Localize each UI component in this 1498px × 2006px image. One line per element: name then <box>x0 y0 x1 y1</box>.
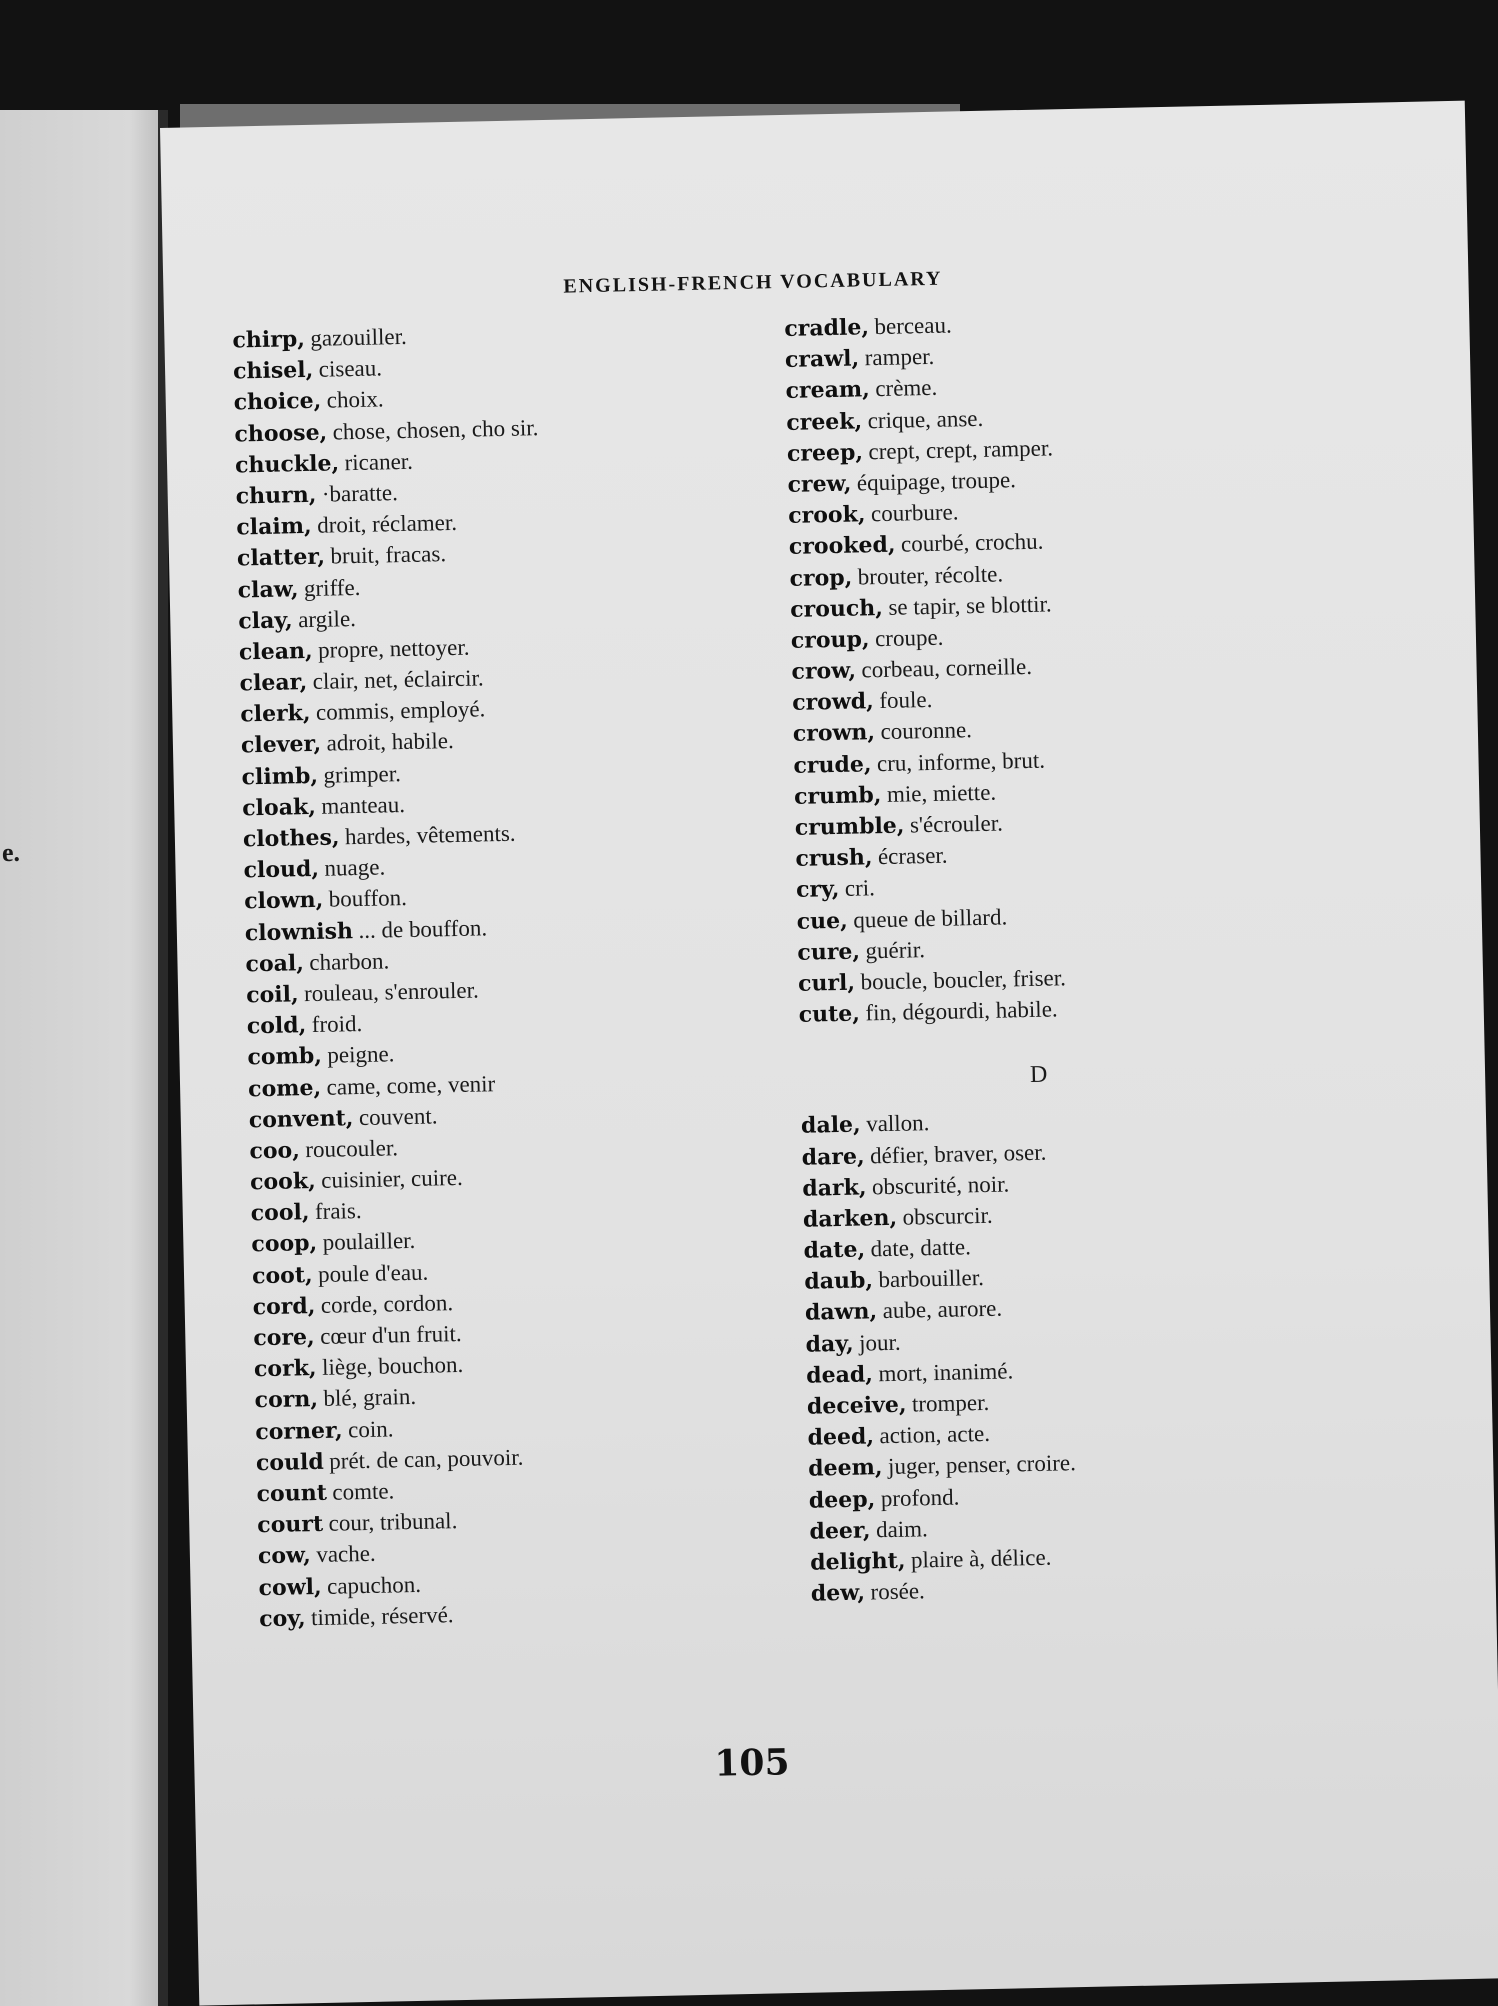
entry-headword: cream, <box>785 376 871 405</box>
entry-definition: roucouler. <box>305 1135 399 1163</box>
entry-definition: cour, tribunal. <box>328 1508 458 1536</box>
entry-headword: core, <box>253 1324 315 1352</box>
entry-definition: timide, réservé. <box>310 1601 454 1630</box>
right-column <box>784 302 1331 1609</box>
entry-definition: ... de bouffon. <box>358 914 488 943</box>
entry-definition: bruit, fracas. <box>330 541 447 569</box>
entry-definition: gazouiller. <box>310 323 408 351</box>
entry-headword: come, <box>247 1074 322 1102</box>
entry-definition: date, datte. <box>870 1234 972 1262</box>
entry-definition: adroit, habile. <box>326 728 454 757</box>
entry-definition: ·baratte. <box>321 480 399 507</box>
entry-headword: cure, <box>797 938 861 966</box>
entry-definition: rosée. <box>870 1578 926 1605</box>
entry-definition: couvent. <box>358 1103 438 1130</box>
entry-headword: deep, <box>808 1485 876 1514</box>
entry-definition: argile. <box>297 605 357 632</box>
entry-headword: choose, <box>234 419 328 448</box>
entry-headword: crooked, <box>788 532 896 561</box>
entry-definition: crique, anse. <box>867 405 984 433</box>
entry-headword: corn, <box>254 1386 319 1414</box>
entry-headword: coot, <box>251 1261 313 1289</box>
entry-definition: charbon. <box>309 948 390 975</box>
entry-headword: crowd, <box>791 688 875 717</box>
entry-definition: écraser. <box>877 842 948 870</box>
entry-headword: climb, <box>241 762 319 791</box>
entry-headword: darken, <box>802 1204 898 1233</box>
entry-headword: cold, <box>246 1012 307 1040</box>
entry-definition: froid. <box>311 1011 363 1038</box>
entry-headword: crumble, <box>794 812 905 841</box>
section-c-entries <box>784 302 1319 1030</box>
entry-headword: clay, <box>238 607 293 635</box>
entry-definition: mie, miette. <box>886 779 997 807</box>
entry-definition: croupe. <box>874 624 944 652</box>
entry-headword: dew, <box>810 1579 866 1607</box>
entry-definition: mort, inanimé. <box>878 1358 1014 1387</box>
entry-definition: corbeau, corneille. <box>861 653 1033 683</box>
entry-headword: date, <box>803 1236 866 1264</box>
entry-definition: s'écrouler. <box>909 810 1004 838</box>
entry-headword: coil, <box>245 981 299 1009</box>
entry-headword: day, <box>805 1330 854 1358</box>
entry-headword: clean, <box>238 637 313 666</box>
entry-headword: cloud, <box>243 856 320 884</box>
entry-definition: guérir. <box>865 936 926 964</box>
entry-definition: barbouiller. <box>878 1265 985 1293</box>
entry-headword: cradle, <box>784 314 870 342</box>
entry-definition: action, acte. <box>879 1421 991 1449</box>
entry-headword: crown, <box>792 719 876 748</box>
entry-definition: tromper. <box>911 1389 990 1417</box>
entry-headword: cork, <box>253 1355 317 1383</box>
entry-definition: profond. <box>880 1484 960 1511</box>
entry-headword: crush, <box>795 844 873 873</box>
vocabulary-page <box>160 101 1498 2006</box>
entry-definition: courbé, crochu. <box>900 528 1044 557</box>
entry-headword: cute, <box>798 1000 861 1028</box>
entry-definition: brouter, récolte. <box>857 560 1004 589</box>
entry-headword: clothes, <box>242 824 340 853</box>
entry-headword: delight, <box>809 1547 906 1576</box>
entry-definition: défier, braver, oser. <box>869 1139 1047 1168</box>
entry-headword: claw, <box>237 575 299 603</box>
entry-definition: coin. <box>347 1415 394 1442</box>
entry-definition: droit, réclamer. <box>316 509 458 538</box>
entry-headword: crawl, <box>784 345 860 374</box>
entry-definition: capuchon. <box>326 1571 422 1599</box>
entry-definition: vallon. <box>865 1110 930 1137</box>
entry-headword: clownish <box>244 917 354 946</box>
entry-definition: liège, bouchon. <box>321 1352 464 1381</box>
entry-definition: aube, aurore. <box>882 1296 1003 1324</box>
entry-headword: deed, <box>807 1423 875 1451</box>
entry-headword: dawn, <box>804 1298 878 1327</box>
entry-headword: cook, <box>249 1168 317 1196</box>
entry-headword: crouch, <box>789 594 884 623</box>
entry-definition: obscurcir. <box>902 1202 993 1230</box>
entry-headword: cue, <box>796 907 849 935</box>
entry-headword: convent, <box>248 1104 354 1134</box>
entry-headword: creep, <box>786 439 864 467</box>
entry-headword: coal, <box>245 949 305 978</box>
page-header: ENGLISH-FRENCH VOCABULARY <box>563 267 943 298</box>
entry-definition: commis, employé. <box>315 696 486 726</box>
entry-headword: count <box>256 1479 328 1508</box>
entry-headword: choice, <box>233 388 322 416</box>
entry-headword: crook, <box>787 501 866 530</box>
entry-headword: curl, <box>797 969 856 997</box>
entry-headword: chirp, <box>232 326 306 354</box>
entry-headword: could <box>255 1448 325 1477</box>
entry-headword: chuckle, <box>234 450 340 479</box>
entry-definition: manteau. <box>321 791 406 819</box>
entry-headword: crow, <box>791 657 857 685</box>
entry-definition: clair, net, éclaircir. <box>312 665 484 694</box>
entry-definition: équipage, troupe. <box>856 467 1017 496</box>
entry-headword: cowl, <box>258 1573 322 1601</box>
entry-definition: cuisinier, cuire. <box>320 1164 463 1193</box>
entry-definition: choix. <box>326 386 384 413</box>
entry-definition: corde, cordon. <box>320 1289 454 1318</box>
entry-definition: juger, penser, croire. <box>887 1450 1077 1480</box>
entry-definition: cru, informe, brut. <box>876 747 1046 776</box>
entry-headword: clever, <box>240 731 322 759</box>
entry-definition: ricaner. <box>344 448 414 475</box>
entry-headword: crumb, <box>793 781 882 810</box>
entry-headword: claim, <box>236 513 312 541</box>
entry-headword: cow, <box>257 1542 312 1570</box>
left-page-edge <box>0 110 162 2006</box>
entry-definition: bouffon. <box>328 885 408 913</box>
left-column <box>232 314 779 1634</box>
entry-definition: propre, nettoyer. <box>317 634 470 663</box>
entry-definition: nuage. <box>324 854 386 881</box>
entry-definition: vache. <box>316 1541 376 1568</box>
entry-definition: queue de billard. <box>853 903 1008 933</box>
entry-definition: courbure. <box>870 499 959 527</box>
entry-definition: poule d'eau. <box>317 1259 429 1287</box>
entry-headword: cool, <box>250 1199 310 1227</box>
section-letter-d: D <box>1029 1061 1048 1089</box>
entry-headword: cord, <box>252 1292 316 1321</box>
entry-definition: boucle, boucler, friser. <box>860 965 1067 995</box>
entry-headword: corner, <box>255 1417 343 1445</box>
entry-definition: blé, grain. <box>323 1384 417 1412</box>
entry-headword: clerk, <box>240 700 311 728</box>
entry-headword: daub, <box>804 1267 874 1296</box>
entry-headword: dead, <box>805 1361 874 1389</box>
entry-definition: cri. <box>844 875 876 902</box>
entry-headword: cloak, <box>241 793 317 822</box>
entry-headword: chisel, <box>232 357 314 385</box>
entry-definition: cœur d'un fruit. <box>319 1320 462 1349</box>
entry-definition: crème. <box>875 375 938 402</box>
entry-headword: crew, <box>787 470 852 498</box>
entry-definition: crept, crept, ramper. <box>868 435 1054 464</box>
entry-definition: berceau. <box>874 312 952 340</box>
entry-headword: croup, <box>790 626 870 654</box>
entry-headword: churn, <box>235 481 317 510</box>
entry-definition: foule. <box>879 687 933 714</box>
left-page-fragment: e. <box>2 838 21 867</box>
entry-headword: deer, <box>809 1517 871 1545</box>
entry-definition: daim. <box>875 1515 929 1543</box>
entry-headword: dare, <box>801 1142 865 1171</box>
section-d-entries <box>801 1099 1331 1609</box>
entry-headword: coy, <box>258 1604 306 1632</box>
entry-definition: ciseau. <box>318 355 383 382</box>
entry-definition: peigne. <box>327 1041 395 1069</box>
entry-headword: clown, <box>243 887 324 915</box>
entry-definition: frais. <box>314 1198 362 1225</box>
entry-headword: coo, <box>249 1137 301 1165</box>
entry-definition: rouleau, s'enrouler. <box>303 977 480 1007</box>
entry-headword: crude, <box>793 750 872 779</box>
entry-definition: came, come, venir <box>326 1070 496 1100</box>
entry-definition: grimper. <box>323 760 402 788</box>
entry-headword: court <box>257 1511 324 1539</box>
entry-definition: griffe. <box>303 574 361 601</box>
entry-definition: jour. <box>858 1329 901 1356</box>
entry-definition: obscurité, noir. <box>871 1171 1010 1200</box>
entry-headword: coop, <box>251 1230 318 1258</box>
entry-headword: deem, <box>807 1454 883 1483</box>
entry-definition: chose, chosen, cho sir. <box>332 414 539 445</box>
entry-headword: comb, <box>247 1043 323 1071</box>
entry-headword: dale, <box>800 1111 861 1140</box>
entry-headword: clear, <box>239 669 308 697</box>
entry-definition: hardes, vêtements. <box>344 820 516 850</box>
entry-headword: crop, <box>789 564 853 592</box>
entry-headword: deceive, <box>806 1391 907 1420</box>
entry-headword: dark, <box>802 1174 867 1202</box>
entry-definition: fin, dégourdi, habile. <box>865 996 1058 1026</box>
entry-definition: plaire à, délice. <box>910 1544 1052 1573</box>
entry-definition: poulailler. <box>322 1228 416 1256</box>
entry-definition: ramper. <box>864 344 935 371</box>
entry-headword: creek, <box>786 407 863 436</box>
entry-definition: couronne. <box>880 717 973 745</box>
entry-definition: comte. <box>332 1478 395 1505</box>
entry-definition: prét. de can, pouvoir. <box>329 1444 524 1474</box>
entry-definition: se tapir, se blottir. <box>888 591 1052 620</box>
page-number: 105 <box>713 1741 790 1785</box>
entry-headword: cry, <box>795 876 840 904</box>
entry-headword: clatter, <box>236 543 326 572</box>
